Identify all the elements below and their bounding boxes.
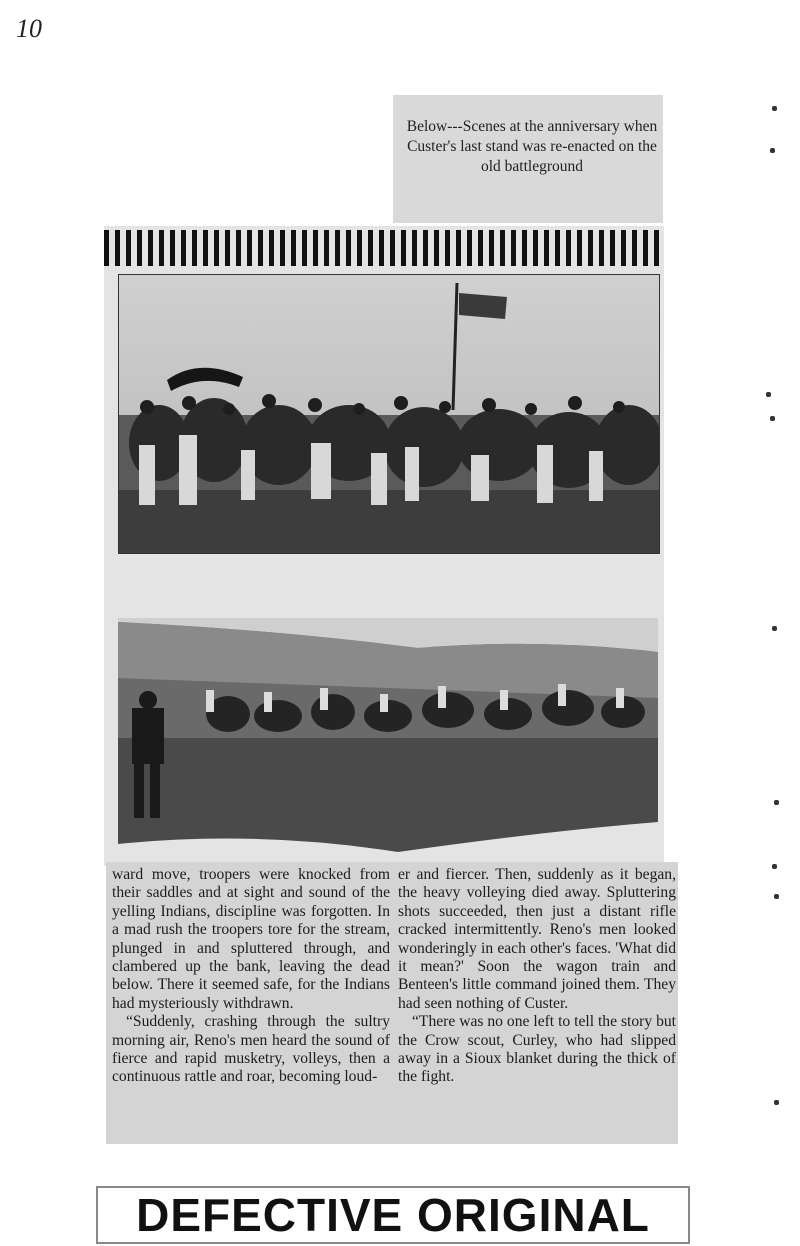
margin-speck [772, 106, 777, 111]
article-paragraph: “Suddenly, crashing through the sultry morning air, Reno's men heard the sound of fierce and rapid musketry, volleys, then a continuous rattle and roar, becoming loud- [112, 1013, 390, 1086]
article-paragraph: “There was no one left to tell the story but the Crow scout, Curley, who had slipped away in a Sioux blanket during the thick of the fight. [398, 1013, 676, 1086]
margin-speck [774, 1100, 779, 1105]
margin-speck [766, 392, 771, 397]
crowd-with-flag-photo [118, 274, 660, 554]
article-column-left [112, 866, 390, 1087]
caption-clipping [393, 95, 663, 223]
margin-speck [774, 894, 779, 899]
article-paragraph: ward move, troopers were knocked from their saddles and at sight and sound of the yelling Indians, discipline was forgotten. In a mad rush the troopers tore for the stream, plunged in and spluttered through, and clambered up the bank, leaving the dead below. There it seemed safe, for the Indians had mysteriously withdrawn. [112, 866, 390, 1012]
margin-speck [774, 800, 779, 805]
page-number: 10 [16, 14, 42, 43]
photo-panel [104, 226, 664, 866]
margin-speck [772, 626, 777, 631]
article-paragraph: er and fiercer. Then, suddenly as it began, the heavy volleying died away. Spluttering shots succeeded, then just a distant rifle cracked intermittently. Reno's men looked wonderingly in each other's faces. 'What did it mean?' Soon the wagon train and Benteen's little command joined them. They had seen nothing of Custer. [398, 866, 676, 1012]
riders-on-plain-photo [118, 618, 658, 862]
decorative-border [104, 230, 664, 266]
margin-speck [770, 148, 775, 153]
photo-caption: Below---Scenes at the anniversary when Custer's last stand was re-enacted on the old battleground [406, 118, 658, 175]
article-column-right [398, 866, 676, 1087]
margin-speck [772, 864, 777, 869]
margin-speck [770, 416, 775, 421]
defective-original-stamp: DEFECTIVE ORIGINAL [96, 1186, 690, 1244]
article-clipping [106, 862, 678, 1144]
